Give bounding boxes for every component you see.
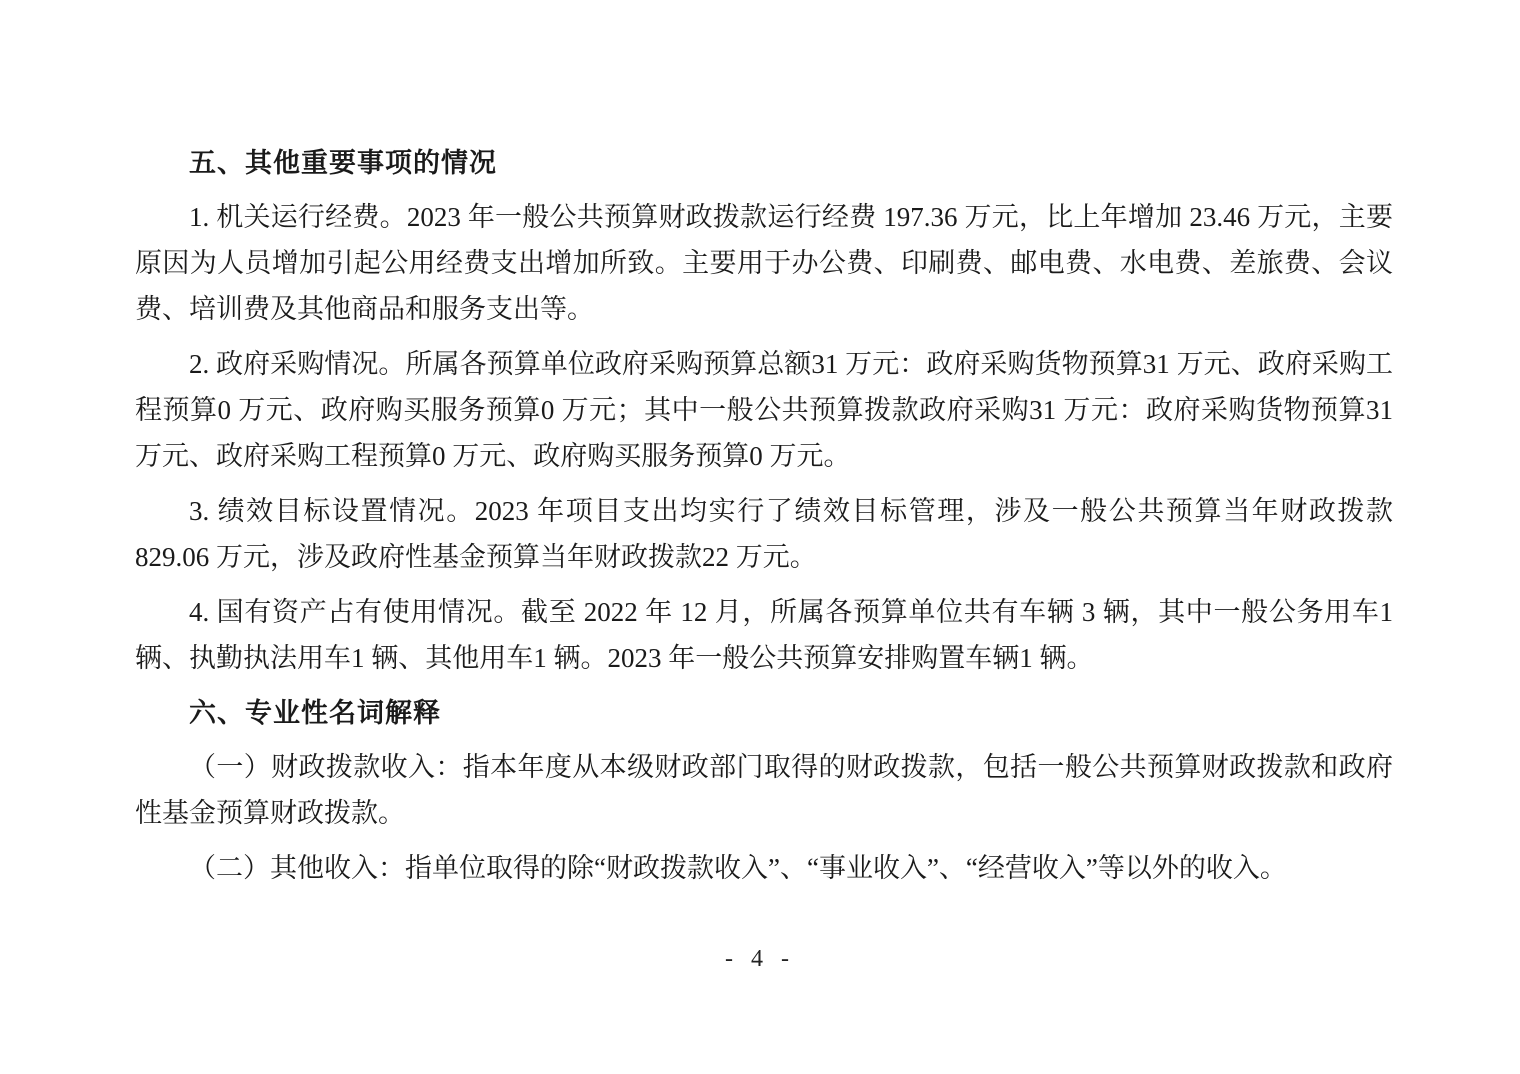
paragraph-government-procurement: 2. 政府采购情况。所属各预算单位政府采购预算总额31 万元：政府采购货物预算31 万元、政府采购工程预算0 万元、政府购买服务预算0 万元；其中一般公共预算拨款政府采购31 万元：政府采购货物预算31 万元、政府采购工程预算0 万元、政府购买服务预算0 万元。	[135, 349, 1393, 471]
page-content	[135, 140, 1393, 900]
paragraph-term-other-income: （二）其他收入：指单位取得的除“财政拨款收入”、“事业收入”、“经营收入”等以外的收入。	[189, 853, 1287, 883]
paragraph-performance-targets: 3. 绩效目标设置情况。2023 年项目支出均实行了绩效目标管理，涉及一般公共预算当年财政拨款 829.06 万元，涉及政府性基金预算当年财政拨款22 万元。	[135, 496, 1393, 572]
paragraph-state-owned-assets: 4. 国有资产占有使用情况。截至 2022 年 12 月，所属各预算单位共有车辆 3 辆，其中一般公务用车1 辆、执勤执法用车1 辆、其他用车1 辆。2023 年一般公共预算安排购置车辆1 辆。	[135, 597, 1393, 673]
paragraph-term-fiscal-appropriation-income: （一）财政拨款收入：指本年度从本级财政部门取得的财政拨款，包括一般公共预算财政拨款和政府性基金预算财政拨款。	[135, 752, 1393, 828]
paragraph-agency-operating-expenses: 1. 机关运行经费。2023 年一般公共预算财政拨款运行经费 197.36 万元，比上年增加 23.46 万元，主要原因为人员增加引起公用经费支出增加所致。主要用于办公费、印刷费、邮电费、水电费、差旅费、会议费、培训费及其他商品和服务支出等。	[135, 202, 1393, 324]
section-five-heading: 五、其他重要事项的情况	[189, 148, 497, 178]
page-number: - 4 -	[725, 946, 795, 972]
section-six-heading: 六、专业性名词解释	[189, 698, 441, 728]
